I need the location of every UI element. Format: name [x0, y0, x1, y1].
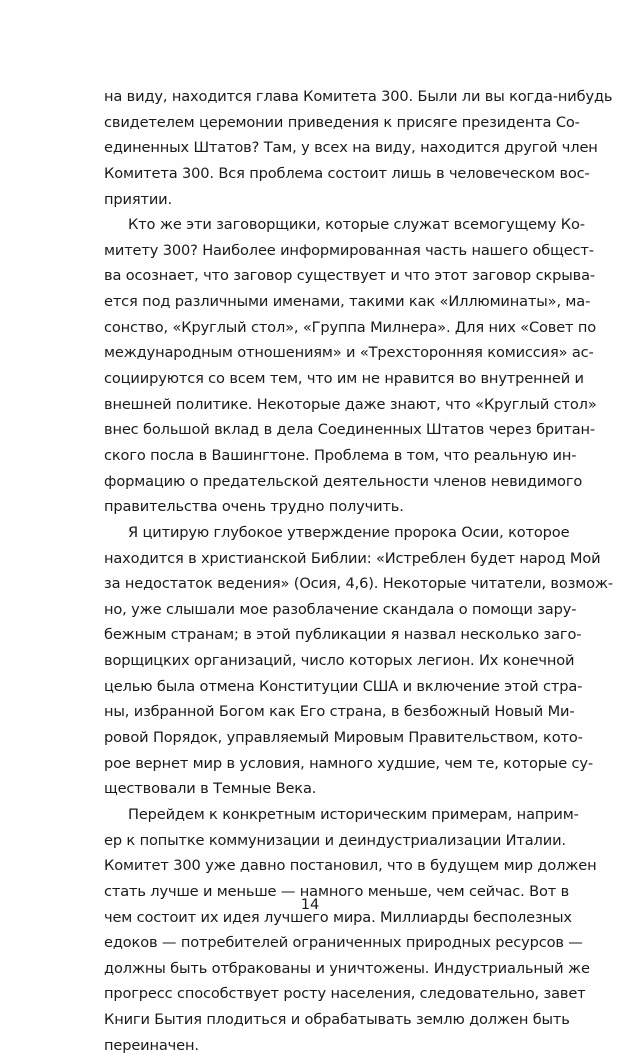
text-line: ворщицких организаций, число которых легион. Их конечной — [104, 652, 575, 670]
text-line: Я цитирую глубокое утверждение пророка Осии, которое — [128, 523, 570, 541]
text-line: свидетелем церемонии приведения к присяге президента Со- — [104, 113, 580, 131]
text-line: единенных Штатов? Там, у всех на виду, находится другой член — [104, 139, 598, 157]
text-line: бежным странам; в этой публикации я назвал несколько заго- — [104, 626, 582, 644]
text-line: целью была отмена Конституции США и включение этой стра- — [104, 677, 583, 695]
text-line: Перейдем к конкретным историческим примерам, наприм- — [128, 805, 579, 823]
text-line: приятии. — [104, 190, 172, 208]
text-line: едоков — потребителей ограниченных природных ресурсов — — [104, 934, 583, 952]
text-line: прогресс способствует росту населения, следовательно, завет — [104, 985, 586, 1003]
text-line: находится в христианской Библии: «Истреблен будет народ Мой — [104, 549, 601, 567]
text-line: ва осознает, что заговор существует и что этот заговор скрыва- — [104, 267, 596, 285]
text-line: социируются со всем тем, что им не нравится во внутренней и — [104, 370, 584, 388]
text-line: ского посла в Вашингтоне. Проблема в том, что реальную ин- — [104, 446, 577, 464]
text-line: Кто же эти заговорщики, которые служат всемогущему Ко- — [128, 216, 585, 234]
text-line: ется под различными именами, такими как «Иллюминаты», ма- — [104, 293, 591, 311]
text-line: внешней политике. Некоторые даже знают, что «Круглый стол» — [104, 395, 597, 413]
text-line: сонство, «Круглый стол», «Группа Милнера». Для них «Совет по — [104, 318, 597, 336]
text-line: внес большой вклад в дела Соединенных Штатов через британ- — [104, 421, 596, 439]
text-line: формацию о предательской деятельности членов невидимого — [104, 472, 583, 490]
text-line: ровой Порядок, управляемый Мировым Правительством, кото- — [104, 729, 583, 747]
text-line: но, уже слышали мое разоблачение скандала о помощи зару- — [104, 600, 577, 618]
text-line: митету 300? Наиболее информированная часть нашего общест- — [104, 241, 594, 259]
paragraph — [104, 84, 613, 212]
text-line: ны, избранной Богом как Его страна, в безбожный Новый Ми- — [104, 703, 575, 721]
text-line: на виду, находится глава Комитета 300. Были ли вы когда-нибудь — [104, 88, 613, 105]
paragraph — [104, 802, 597, 1058]
text-line: стать лучше и меньше — намного меньше, чем сейчас. Вот в — [104, 882, 570, 900]
text-line: международным отношениям» и «Трехсторонняя комиссия» ас- — [104, 344, 594, 362]
text-line: ер к попытке коммунизации и деиндустриализации Италии. — [104, 831, 566, 849]
text-line: должны быть отбракованы и уничтожены. Индустриальный же — [104, 959, 590, 977]
text-line: рое вернет мир в условия, намного худшие, чем те, которые су- — [104, 754, 594, 772]
text-line: Комитета 300. Вся проблема состоит лишь в человеческом вос- — [104, 164, 590, 182]
paragraph — [104, 212, 597, 520]
text-line: Комитет 300 уже давно постановил, что в будущем мир должен — [104, 857, 597, 875]
paragraph — [104, 520, 614, 802]
page-number: 14 — [300, 896, 320, 913]
text-line: ществовали в Темные Века. — [104, 780, 317, 798]
text-line: за недостаток ведения» (Осия, 4,6). Некоторые читатели, возмож- — [104, 575, 614, 593]
text-line: правительства очень трудно получить. — [104, 498, 404, 516]
text-line: чем состоит их идея лучшего мира. Миллиарды бесполезных — [104, 908, 572, 926]
text-line: Книги Бытия плодиться и обрабатывать землю должен быть — [104, 1011, 570, 1029]
text-line: переиначен. — [104, 1036, 199, 1054]
